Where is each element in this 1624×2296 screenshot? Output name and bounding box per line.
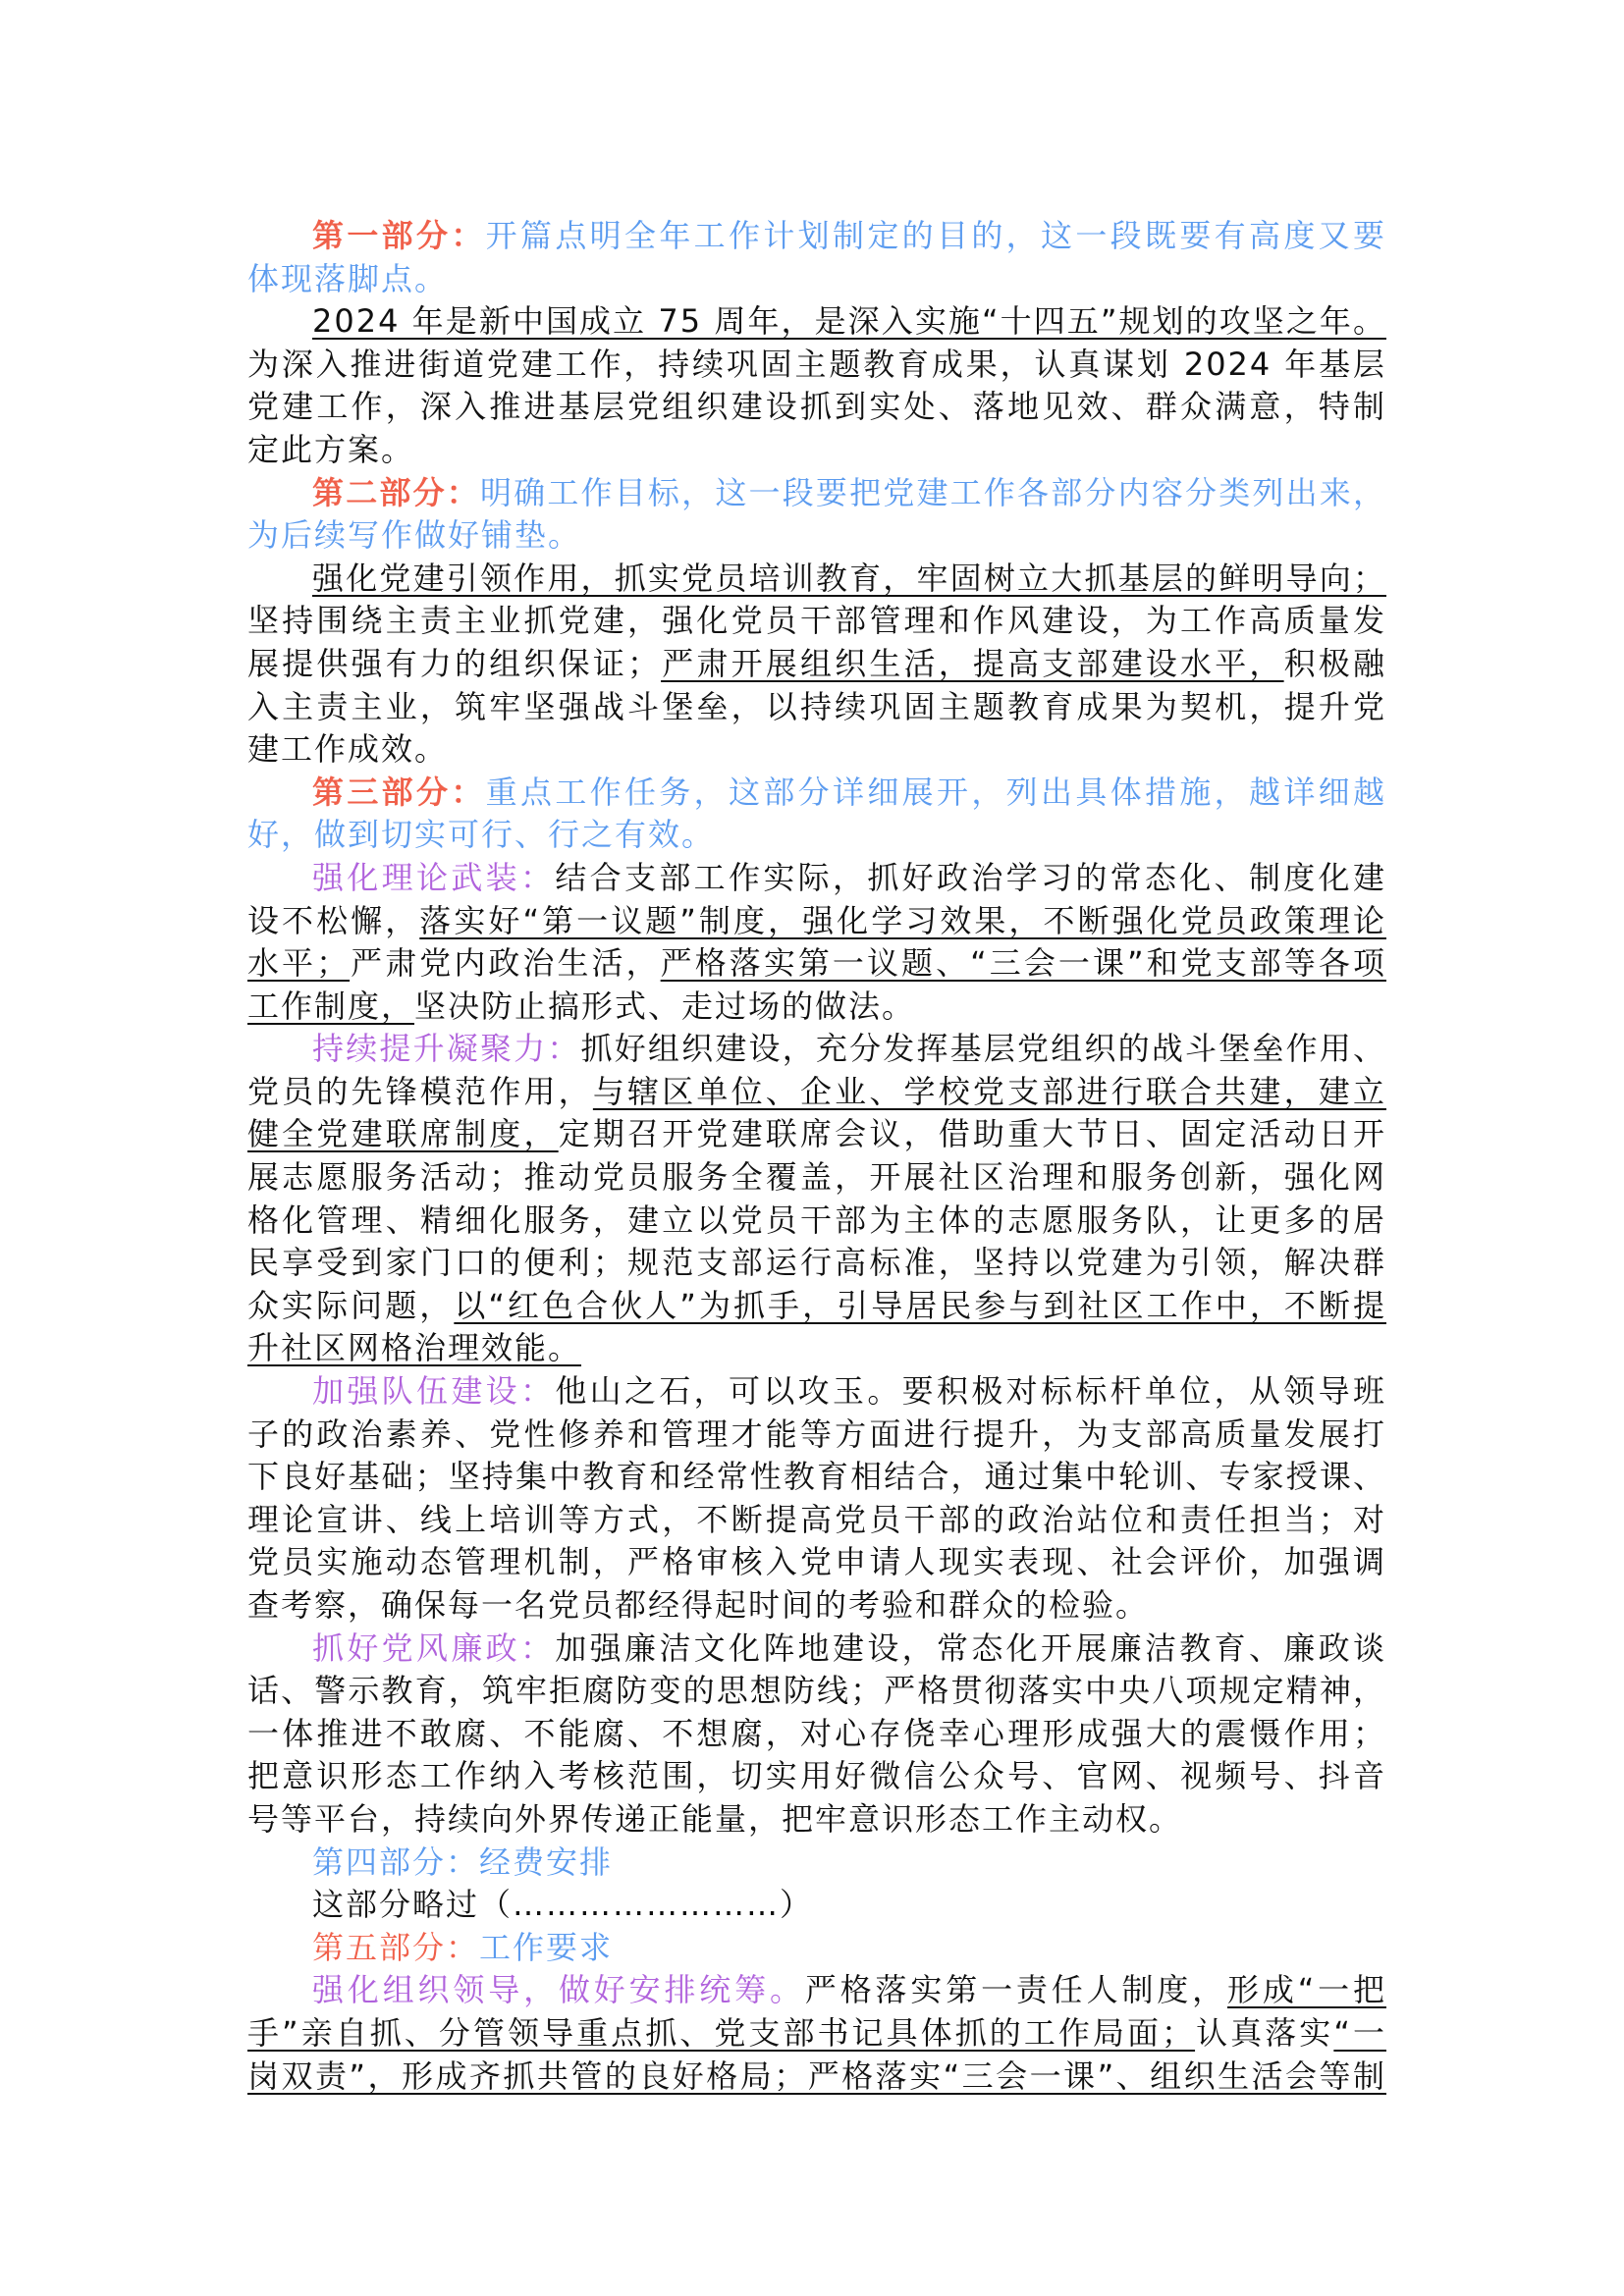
text-line: [247, 1456, 1386, 1499]
body-text: 一体推进不敢腐、不能腐、不想腐，对心存侥幸心理形成强大的震慑作用；: [247, 1714, 1386, 1752]
text-line: [247, 258, 1386, 301]
body-text: 查考察，确保每一名党员都经得起时间的考验和群众的检验。: [247, 1586, 1150, 1624]
text-line: [247, 1200, 1386, 1243]
underlined-text: 健全党建联席制度，: [247, 1115, 559, 1153]
underlined-text: 水平；: [247, 944, 351, 983]
underlined-text: 严肃开展组织生活，提高支部建设水平，: [661, 644, 1284, 682]
section-heading: 第三部分：: [312, 773, 486, 811]
body-text: 积极融: [1283, 644, 1386, 682]
text-line: [247, 814, 1386, 857]
text-line: [247, 942, 1386, 986]
text-line: [247, 1969, 1386, 2012]
text-line: [247, 1927, 1386, 1970]
text-line: [247, 1499, 1386, 1542]
paragraph: [247, 1969, 1386, 2098]
section-heading: 第一部分：: [312, 217, 486, 254]
paragraph: [247, 1370, 1386, 1628]
paragraph: [247, 1628, 1386, 1842]
text-line: [247, 1327, 1386, 1370]
underlined-text: 严格落实第一议题、“三会一课”和党支部等各项: [660, 944, 1386, 983]
text-line: [247, 1798, 1386, 1842]
paragraph: [247, 1927, 1386, 1970]
body-text: 把意识形态工作纳入考核范围，切实用好微信公众号、官网、视频号、抖音: [247, 1757, 1386, 1795]
text-line: [247, 986, 1386, 1029]
section-note: 开篇点明全年工作计划制定的目的，这一段既要有高度又要: [485, 217, 1386, 254]
body-text: 众实际问题，: [247, 1286, 455, 1324]
text-line: [247, 1541, 1386, 1584]
paragraph: [247, 1884, 1386, 1927]
body-text: 坚决防止搞形式、走过场的做法。: [414, 987, 916, 1025]
paragraph: [247, 215, 1386, 300]
section-note: 明确工作目标，这一段要把党建工作各部分内容分类列出来，: [479, 473, 1386, 511]
subsection-heading: 持续提升凝聚力：: [312, 1030, 581, 1068]
body-text: 抓好组织建设，充分发挥基层党组织的战斗堡垒作用、: [580, 1030, 1386, 1068]
paragraph: [247, 857, 1386, 1028]
body-text: 定此方案。: [247, 430, 415, 468]
body-text: 他山之石，可以攻玉。要积极对标标杆单位，从领导班: [555, 1372, 1386, 1411]
text-line: [247, 1370, 1386, 1414]
text-line: [247, 1628, 1386, 1671]
underlined-text: 强化党建引领作用，抓实党员培训教育，牢固树立大抓基层的鲜明导向；: [312, 559, 1386, 597]
text-line: [247, 1884, 1386, 1927]
underlined-text: 形成“一把: [1227, 1971, 1386, 2009]
body-text: 为深入推进街道党建工作，持续巩固主题教育成果，认真谋划 2024 年基层: [247, 345, 1386, 383]
text-line: [247, 772, 1386, 815]
text-line: [247, 514, 1386, 558]
subsection-heading: 强化组织领导，做好安排统筹。: [312, 1971, 805, 2009]
text-line: [247, 1285, 1386, 1328]
underlined-text: 岗双责”，形成齐抓共管的良好格局；严格落实“三会一课”、组织生活会等制: [247, 2056, 1386, 2095]
section-note: 工作要求: [479, 1928, 614, 1966]
body-text: 党员的先锋模范作用，: [247, 1072, 593, 1110]
text-line: [247, 857, 1386, 900]
paragraph: [247, 1028, 1386, 1370]
text-line: [247, 600, 1386, 643]
body-text: 定期召开党建联席会议，借助重大节日、固定活动日开: [558, 1115, 1386, 1153]
underlined-text: 升社区网格治理效能。: [247, 1329, 582, 1367]
body-text: 党员实施动态管理机制，严格审核入党申请人现实表现、社会评价，加强调: [247, 1543, 1386, 1581]
body-text: 严肃党内政治生活，: [350, 944, 661, 983]
text-line: [247, 429, 1386, 472]
section-note: 重点工作任务，这部分详细展开，列出具体措施，越详细越: [485, 773, 1386, 811]
underlined-text: 手”亲自抓、分管领导重点抓、党支部书记具体抓的工作局面；: [247, 2013, 1196, 2052]
text-line: [247, 728, 1386, 772]
subsection-heading: 加强队伍建设：: [312, 1372, 556, 1411]
body-text: 设不松懈，: [247, 901, 420, 939]
section-note: 为后续写作做好铺垫。: [247, 516, 582, 555]
document-body: [247, 215, 1386, 2098]
text-line: [247, 472, 1386, 515]
body-text: 民享受到家门口的便利；规范支部运行高标准，坚持以党建为引领，解决群: [247, 1244, 1386, 1282]
section-heading: 第五部分：: [312, 1928, 480, 1966]
paragraph: [247, 300, 1386, 471]
section-note: 第四部分：经费安排: [312, 1842, 614, 1881]
text-line: [247, 1028, 1386, 1071]
subsection-heading: 抓好党风廉政：: [312, 1629, 556, 1667]
text-line: [247, 1242, 1386, 1285]
section-note: 体现落脚点。: [247, 259, 449, 297]
body-text: 展志愿服务活动；推动党员服务全覆盖，开展社区治理和服务创新，强化网: [247, 1158, 1386, 1197]
body-text: 下良好基础；坚持集中教育和经常性教育相结合，通过集中轮训、专家授课、: [247, 1458, 1386, 1496]
section-heading: 第二部分：: [312, 473, 480, 511]
text-line: [247, 1842, 1386, 1885]
underlined-text: 与辖区单位、企业、学校党支部进行联合共建，建立: [592, 1072, 1386, 1110]
underlined-text: 以“红色合伙人”为抓手，引导居民参与到社区工作中，不断提: [454, 1286, 1386, 1324]
body-text: 理论宣讲、线上培训等方式，不断提高党员干部的政治站位和责任担当；对: [247, 1500, 1386, 1538]
text-line: [247, 2012, 1386, 2056]
body-text: 党建工作，深入推进基层党组织建设抓到实处、落地见效、群众满意，特制: [247, 388, 1386, 426]
underlined-text: “一: [1333, 2013, 1386, 2052]
section-note: 好，做到切实可行、行之有效。: [247, 816, 716, 854]
text-line: [247, 300, 1386, 344]
text-line: [247, 344, 1386, 387]
body-text: 建工作成效。: [247, 730, 449, 769]
text-line: [247, 1113, 1386, 1156]
text-line: [247, 215, 1386, 258]
text-line: [247, 1755, 1386, 1798]
body-text: 展提供强有力的组织保证；: [247, 644, 662, 682]
underlined-text: 2024 年是新中国成立 75 周年，是深入实施“十四五”规划的攻坚之年。: [312, 302, 1386, 341]
text-line: [247, 386, 1386, 429]
body-text: 格化管理、精细化服务，建立以党员干部为主体的志愿服务队，让更多的居: [247, 1201, 1386, 1239]
body-text: 这部分略过（……………………）: [312, 1886, 814, 1924]
text-line: [247, 2056, 1386, 2099]
text-line: [247, 1584, 1386, 1628]
paragraph: [247, 1842, 1386, 1885]
body-text: 话、警示教育，筑牢拒腐防变的思想防线；严格贯彻落实中央八项规定精神，: [247, 1672, 1386, 1710]
body-text: 入主责主业，筑牢坚强战斗堡垒，以持续巩固主题教育成果为契机，提升党: [247, 687, 1386, 725]
body-text: 严格落实第一责任人制度，: [804, 1971, 1227, 2009]
text-line: [247, 686, 1386, 729]
underlined-text: 落实好“第一议题”制度，强化学习效果，不断强化党员政策理论: [419, 901, 1386, 939]
text-line: [247, 1071, 1386, 1114]
text-line: [247, 1713, 1386, 1756]
paragraph: [247, 558, 1386, 772]
text-line: [247, 558, 1386, 601]
underlined-text: 工作制度，: [247, 987, 415, 1025]
text-line: [247, 1156, 1386, 1200]
body-text: 号等平台，持续向外界传递正能量，把牢意识形态工作主动权。: [247, 1799, 1183, 1838]
subsection-heading: 强化理论武装：: [312, 858, 556, 896]
text-line: [247, 900, 1386, 943]
paragraph: [247, 772, 1386, 857]
text-line: [247, 1414, 1386, 1457]
body-text: 坚持围绕主责主业抓党建，强化党员干部管理和作风建设，为工作高质量发: [247, 602, 1386, 640]
paragraph: [247, 472, 1386, 558]
body-text: 子的政治素养、党性修养和管理才能等方面进行提升，为支部高质量发展打: [247, 1415, 1386, 1453]
text-line: [247, 1670, 1386, 1713]
body-text: 认真落实: [1195, 2013, 1334, 2052]
body-text: 结合支部工作实际，抓好政治学习的常态化、制度化建: [555, 858, 1386, 896]
body-text: 加强廉洁文化阵地建设，常态化开展廉洁教育、廉政谈: [555, 1629, 1386, 1667]
text-line: [247, 643, 1386, 686]
